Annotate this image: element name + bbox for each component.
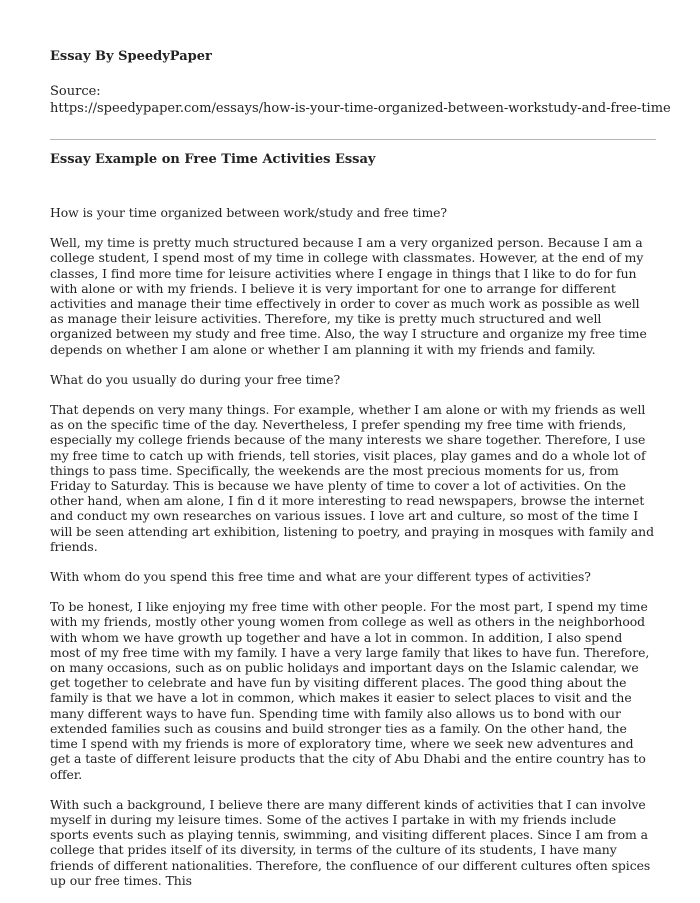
source-url[interactable]: https://speedypaper.com/essays/how-is-your-time-organized-between-workstudy-and-free-time <box>50 101 671 116</box>
question-paragraph: How is your time organized between work/study and free time? <box>50 205 448 220</box>
essay-title: Essay Example on Free Time Activities Essay <box>50 152 376 167</box>
source-label: Source: <box>50 84 101 99</box>
body-paragraph: To be honest, I like enjoying my free time with other people. For the most part, I spend my time with my friends, mostly other young women from college as well as others in the neighborhood with whom we have growth up together and have a lot in common. In addition, I also spend most of my free time with my family. I have a very large family that likes to have fun. Therefore, on many occasions, such as on public holidays and important days on the Islamic calendar, we get together to celebrate and have fun by visiting different places. The good thing about the family is that we have a lot in common, which makes it easier to select places to visit and the many different ways to have fun. Spending time with family also allows us to bond with our extended families such as cousins and build stronger ties as a family. On the other hand, the time I spend with my friends is more of exploratory time, where we seek new adventures and get a taste of different leisure products that the city of Abu Dhabi and the entire country has to offer. <box>50 599 650 782</box>
body-paragraph: With such a background, I believe there are many different kinds of activities that I can involve myself in during my leisure times. Some of the actives I partake in with my friends include sports events such as playing tennis, swimming, and visiting different places. Since I am from a college that prides itself of its diversity, in terms of the culture of its students, I have many friends of different nationalities. Therefore, the confluence of our different cultures often spices up our free times. This <box>50 796 651 888</box>
header-divider <box>50 139 656 140</box>
essay-body <box>50 205 654 888</box>
question-paragraph: With whom do you spend this free time and what are your different types of activities? <box>50 569 591 585</box>
document-page <box>50 48 671 903</box>
body-paragraph: Well, my time is pretty much structured because I am a very organized person. Because I am a college student, I spend most of my time in college with classmates. However, at the end of my classes, I find more time for leisure activities where I engage in things that I like to do for fun with alone or with my friends. I believe it is very important for one to arrange for different activities and manage their time effectively in order to cover as much work as possible as well as manage their leisure activities. Therefore, my tike is pretty much structured and well organized between my study and free time. Also, the way I structure and organize my free time depends on whether I am alone or whether I am planning it with my friends and family. <box>50 235 647 357</box>
body-paragraph: That depends on very many things. For example, whether I am alone or with my friends as well as on the specific time of the day. Nevertheless, I prefer spending my free time with friends, especially my college friends because of the many interests we share together. Therefore, I use my free time to catch up with friends, tell stories, visit places, play games and do a whole lot of things to pass time. Specifically, the weekends are the most precious moments for us, from Friday to Saturday. This is because we have plenty of time to cover a lot of activities. On the other hand, when am alone, I fin d it more interesting to read newspapers, browse the internet and conduct my own researches on various issues. I love art and culture, so most of the time I will be seen attending art exhibition, listening to poetry, and praying in mosques with family and friends. <box>50 402 654 554</box>
document-header-title: Essay By SpeedyPaper <box>50 49 212 64</box>
question-paragraph: What do you usually do during your free time? <box>50 371 341 387</box>
